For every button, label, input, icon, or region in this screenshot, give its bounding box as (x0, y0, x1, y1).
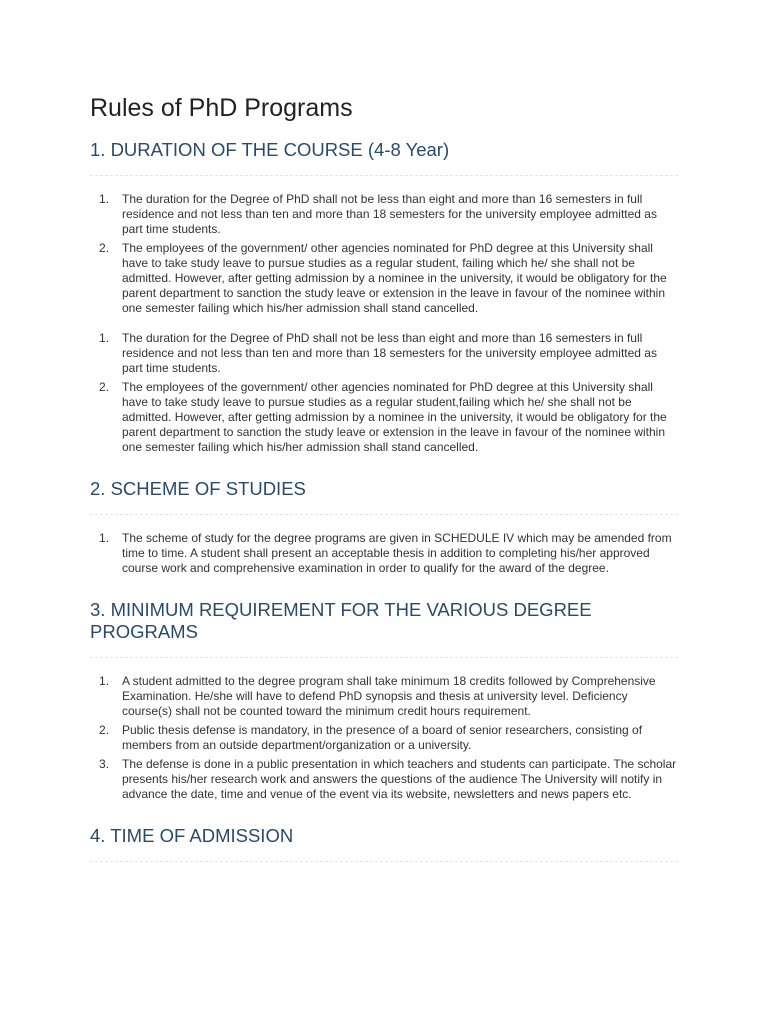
section-minimum-requirement (90, 599, 678, 802)
section-heading: 1. DURATION OF THE COURSE (4-8 Year) (90, 139, 450, 160)
list-item: The duration for the Degree of PhD shall not be less than eight and more than 16 semesters in full residence and not less than ten and more than 18 semesters for the university employee admitted as part time students. (122, 192, 657, 236)
page-title: Rules of PhD Programs (90, 94, 353, 122)
section-divider (90, 514, 678, 515)
list-spacer (90, 320, 678, 331)
section-heading: 4. TIME OF ADMISSION (90, 825, 294, 846)
list-item: The employees of the government/ other agencies nominated for PhD degree at this University shall have to take study leave to pursue studies as a regular student,failing which he/ she shall not be admitted. However, after getting admission by a nominee in the university, it would be obligatory for the parent department to sanction the study leave or extension in the leave in favour of the nominee within one semester failing which his/her admission shall stand cancelled. (122, 380, 667, 454)
section-divider (90, 657, 678, 658)
section-heading: 2. SCHEME OF STUDIES (90, 478, 306, 499)
list-item: The defense is done in a public presentation in which teachers and students can participate. The scholar presents his/her research work and answers the questions of the audience The University will notify in advance the date, time and venue of the event via its website, newsletters and news papers etc. (122, 757, 677, 801)
list-item: A student admitted to the degree program shall take minimum 18 credits followed by Comprehensive Examination. He/she will have to defend PhD synopsis and thesis at university level. Deficiency course(s) shall not be counted toward the minimum credit hours requirement. (122, 674, 656, 718)
section-divider (90, 861, 678, 862)
section-divider (90, 175, 678, 176)
list-item: The duration for the Degree of PhD shall not be less than eight and more than 16 semesters in full residence and not less than ten and more than 18 semesters for the university employee admitted as part time students. (122, 331, 657, 375)
numbered-list (90, 331, 678, 455)
section-scheme-of-studies (90, 478, 678, 576)
numbered-list (90, 674, 678, 802)
section-heading: 3. MINIMUM REQUIREMENT FOR THE VARIOUS DEGREE PROGRAMS (90, 599, 592, 642)
section-time-of-admission (90, 825, 678, 862)
list-item: The scheme of study for the degree programs are given in SCHEDULE IV which may be amended from time to time. A student shall present an acceptable thesis in addition to completing his/her approved course work and comprehensive examination in order to qualify for the award of the degree. (122, 531, 672, 575)
numbered-list (90, 531, 678, 576)
section-duration (90, 139, 678, 455)
numbered-list (90, 192, 678, 316)
list-item: The employees of the government/ other agencies nominated for PhD degree at this University shall have to take study leave to pursue studies as a regular student, failing which he/ she shall not be admitted. However, after getting admission by a nominee in the university, it would be obligatory for the parent department to sanction the study leave or extension in the leave in favour of the nominee within one semester failing which his/her admission shall stand cancelled. (122, 241, 667, 315)
list-item: Public thesis defense is mandatory, in the presence of a board of senior researchers, consisting of members from an outside department/organization or a university. (122, 723, 643, 752)
